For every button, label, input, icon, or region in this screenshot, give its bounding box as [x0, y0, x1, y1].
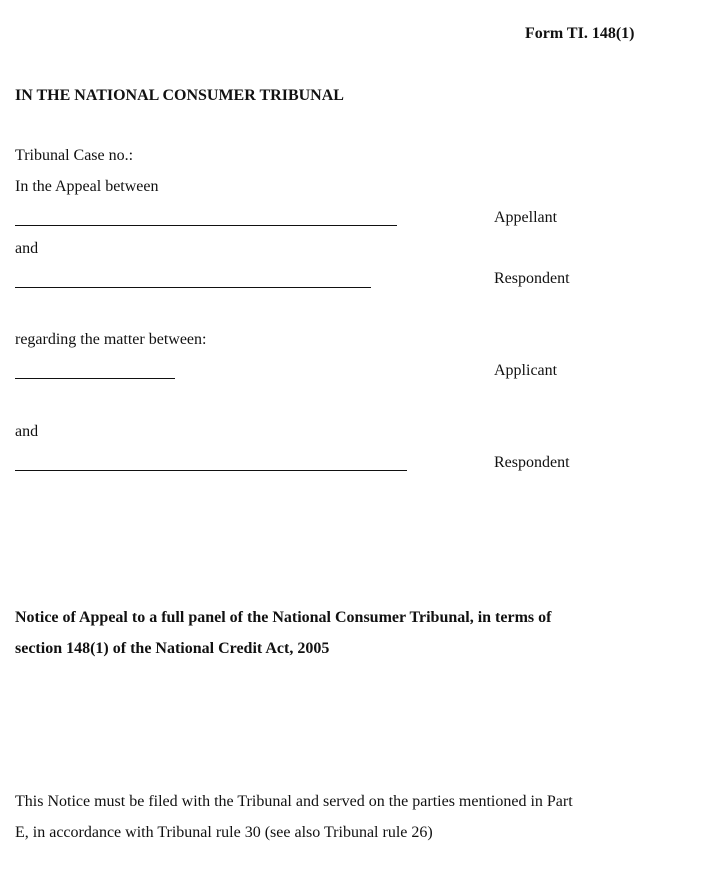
applicant-name-line[interactable]: [15, 378, 175, 379]
respondent-2-name-line[interactable]: [15, 470, 407, 471]
and-label-1: and: [15, 240, 39, 257]
appellant-name-line[interactable]: [15, 225, 397, 226]
regarding-label: regarding the matter between:: [15, 331, 207, 348]
notice-title-line-2: section 148(1) of the National Credit Act, 2005: [15, 640, 330, 657]
and-label-2: and: [15, 423, 39, 440]
form-number: Form TI. 148(1): [525, 25, 635, 42]
respondent-1-name-line[interactable]: [15, 287, 371, 288]
appellant-label: Appellant: [494, 209, 558, 226]
respondent-1-label: Respondent: [494, 270, 570, 287]
notice-title-line-1: Notice of Appeal to a full panel of the National Consumer Tribunal, in terms of: [15, 609, 552, 626]
respondent-2-label: Respondent: [494, 454, 570, 471]
appeal-between-label: In the Appeal between: [15, 178, 159, 195]
instructions-line-1: This Notice must be filed with the Tribunal and served on the parties mentioned in Part: [15, 793, 573, 810]
filing-instructions: [15, 786, 715, 848]
case-no-label: Tribunal Case no.:: [15, 147, 134, 164]
notice-title: [15, 602, 715, 664]
applicant-label: Applicant: [494, 362, 558, 379]
instructions-line-2: E, in accordance with Tribunal rule 30 (see also Tribunal rule 26): [15, 824, 433, 841]
court-heading: IN THE NATIONAL CONSUMER TRIBUNAL: [15, 87, 344, 104]
